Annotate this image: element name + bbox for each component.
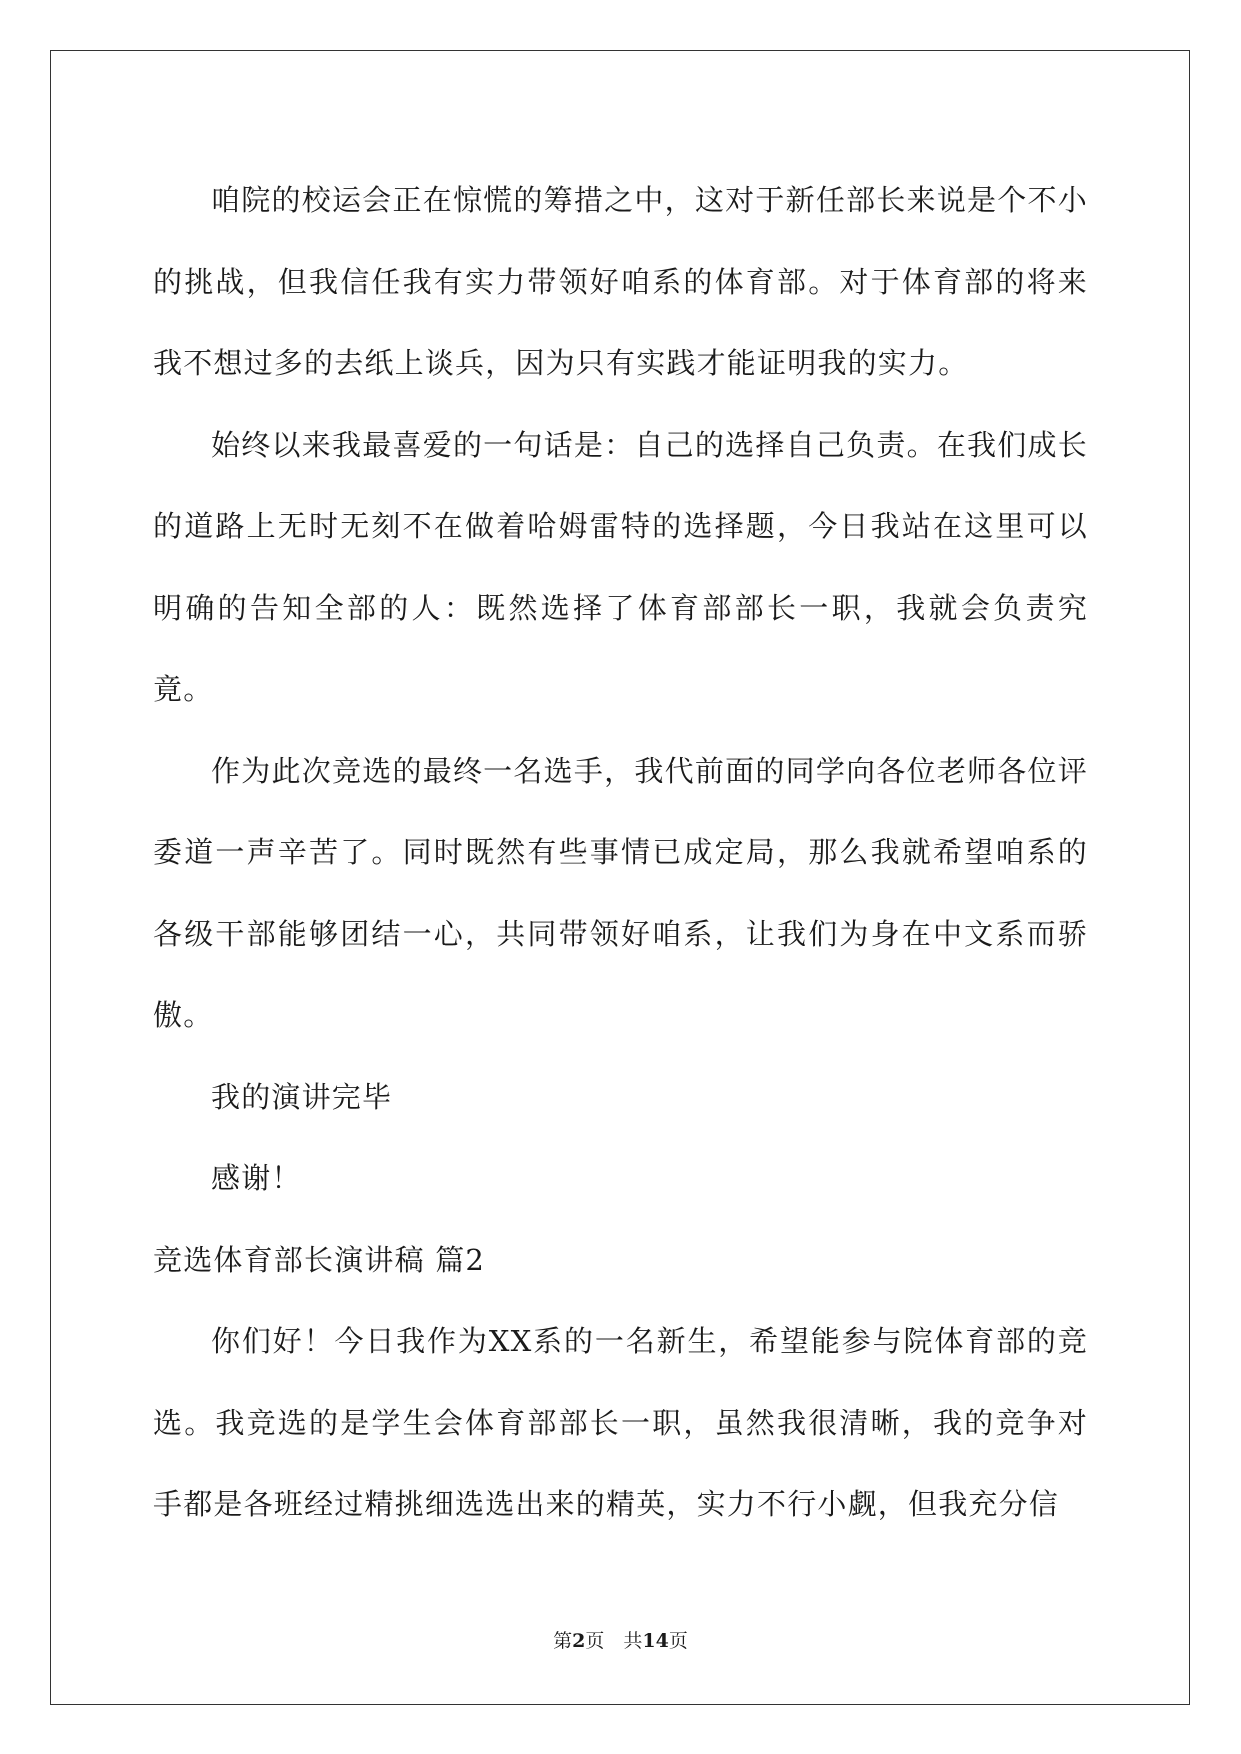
paragraph-2: 始终以来我最喜爱的一句话是：自己的选择自己负责。在我们成长的道路上无时无刻不在做着哈姆雷特的选择题，今日我站在这里可以明确的告知全部的人：既然选择了体育部部长一职，我就会负责究竟。 bbox=[153, 427, 1088, 706]
paragraph-1: 咱院的校运会正在惊慌的筹措之中，这对于新任部长来说是个不小的挑战，但我信任我有实力带领好咱系的体育部。对于体育部的将来我不想过多的去纸上谈兵，因为只有实践才能证明我的实力。 bbox=[153, 183, 1088, 380]
paragraph-4: 你们好！今日我作为XX系的一名新生，希望能参与院体育部的竞选。我竞选的是学生会体育部部长一职，虽然我很清晰，我的竞争对手都是各班经过精挑细选选出来的精英，实力不行小觑，但我充分信 bbox=[153, 1324, 1088, 1521]
paragraph-3: 作为此次竞选的最终一名选手，我代前面的同学向各位老师各位评委道一声辛苦了。同时既然有些事情已成定局，那么我就希望咱系的各级干部能够团结一心，共同带领好咱系，让我们为身在中文系而骄傲。 bbox=[153, 753, 1088, 1032]
footer-mid: 页 共 bbox=[585, 1630, 643, 1652]
closing-line: 我的演讲完毕 bbox=[211, 1079, 393, 1114]
footer-page-number: 2 bbox=[572, 1630, 586, 1652]
footer-total-pages: 14 bbox=[642, 1630, 669, 1652]
thanks-line: 感谢！ bbox=[211, 1161, 302, 1195]
section-heading: 竞选体育部长演讲稿 篇2 bbox=[153, 1242, 486, 1277]
footer-prefix: 第 bbox=[553, 1630, 573, 1652]
document-body bbox=[153, 160, 1088, 1546]
page-footer bbox=[0, 1626, 1241, 1653]
footer-suffix: 页 bbox=[668, 1630, 688, 1652]
